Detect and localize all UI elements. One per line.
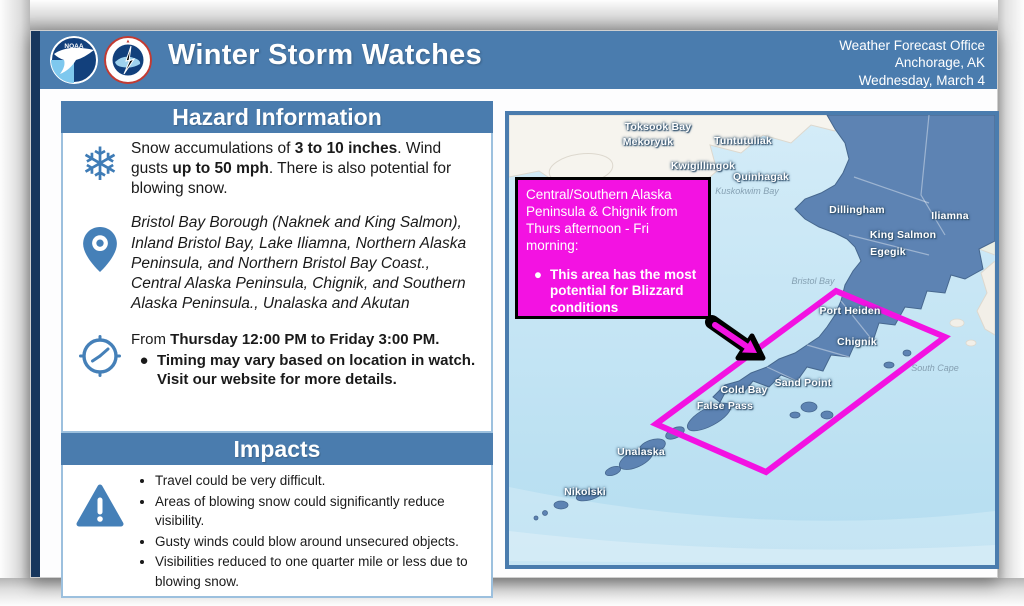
map-label-kuskokwim-bay: Kuskokwim Bay <box>715 186 779 196</box>
map-label-false-pass: False Pass <box>696 400 754 412</box>
map-label-nikolski: Nikolski <box>564 486 606 498</box>
map-label-mekoryuk: Mekoryuk <box>622 136 674 148</box>
nws-logo-icon <box>104 36 152 84</box>
map-label-sand-point: Sand Point <box>774 377 832 389</box>
map-label-kwigillingok: Kwigillingok <box>670 160 736 172</box>
map-label-cold-bay: Cold Bay <box>720 384 768 396</box>
snow-text <box>131 139 481 199</box>
bullet-icon: ● <box>533 266 543 282</box>
map-label-tuntutuliak: Tuntutuliak <box>714 135 772 147</box>
timing-row <box>69 330 481 390</box>
page-shadow-right <box>998 0 1024 606</box>
hazard-information-box <box>61 133 493 433</box>
location-pin-icon <box>83 227 117 272</box>
callout-bullet-line <box>526 267 702 318</box>
page-shadow-top <box>0 0 1024 30</box>
timing-window: Thursday 12:00 PM to Friday 3:00 PM. <box>170 331 440 349</box>
map-label-chignik: Chignik <box>837 336 877 348</box>
timing-seg: From <box>131 331 171 349</box>
map-label-quinhagak: Quinhagak <box>732 171 790 183</box>
snow-amount: 3 to 10 inches <box>294 140 398 157</box>
impact-item: • Gusty winds could blow around unsecured objects. <box>155 532 483 552</box>
map-label-dillingham: Dillingham <box>829 204 885 216</box>
office-info <box>839 37 985 89</box>
impact-item: • Travel could be very difficult. <box>155 471 483 491</box>
impacts-list <box>131 471 483 592</box>
bullet-icon: ● <box>139 351 149 369</box>
snow-text-seg: . Wind gusts <box>131 140 442 178</box>
snowflake-icon: ❄ <box>80 137 120 191</box>
impact-item: • Visibilities reduced to one quarter mile or less due to blowing snow. <box>155 552 483 591</box>
snow-row <box>69 139 481 199</box>
impact-item: • Areas of blowing snow could significantly reduce visibility. <box>155 492 483 531</box>
callout-bullet-text: This area has the most potential for Blizzard conditions <box>550 266 697 316</box>
map-label-iliamna: Iliamna <box>931 210 969 222</box>
map-label-bristol-bay: Bristol Bay <box>791 276 835 286</box>
impacts-header: Impacts <box>61 433 493 465</box>
hazard-information-header: Hazard Information <box>61 101 493 133</box>
issue-date: Wednesday, March 4 <box>858 72 985 88</box>
map-label-king-salmon: King Salmon <box>869 229 937 241</box>
location-row <box>69 213 481 314</box>
office-name: Weather Forecast Office <box>839 38 985 53</box>
slide <box>30 30 998 589</box>
blizzard-callout-box <box>515 177 711 319</box>
map-label-toksook-bay: Toksook Bay <box>624 121 692 133</box>
map-label-port-heiden: Port Heiden <box>819 305 881 317</box>
noaa-logo-icon <box>50 36 98 84</box>
callout-intro-text: Central/Southern Alaska Peninsula & Chignik from Thurs afternoon - Fri morning: <box>526 187 678 253</box>
timing-text <box>131 330 481 390</box>
map-label-egegik: Egegik <box>870 246 906 258</box>
impacts-box <box>61 465 493 598</box>
office-location: Anchorage, AK <box>894 55 985 71</box>
wind-gusts: up to 50 mph <box>172 160 269 178</box>
watch-map <box>505 111 999 569</box>
timing-bullet-text: Timing may vary based on location in watch. Visit our website for more details. <box>157 351 476 389</box>
page-shadow-left <box>0 0 30 606</box>
page-title: Winter Storm Watches <box>168 39 483 71</box>
impacts-row <box>69 471 483 592</box>
map-label-unalaska: Unalaska <box>617 446 665 458</box>
svg-text:▲: ▲ <box>125 38 131 45</box>
snow-text-seg: . There is also potential for blowing snow. <box>131 160 452 198</box>
warning-triangle-icon <box>75 483 125 529</box>
watch-areas-text: Bristol Bay Borough (Naknek and King Salmon), Inland Bristol Bay, Lake Iliamna, Northern Alaska Peninsula, and Northern Bristol Bay Coast., Central Alaska Peninsula, Chignik, and Southern Alaska Peninsula., Unalaska and Akutan <box>131 214 467 312</box>
map-label-south-cape: South Cape <box>911 363 959 373</box>
clock-icon <box>78 334 122 378</box>
header-band <box>40 31 997 89</box>
snow-text-seg: Snow accumulations of <box>131 140 295 157</box>
timing-bullet-line <box>131 351 481 390</box>
svg-text:NOAA: NOAA <box>64 43 84 50</box>
hazard-column <box>61 101 493 598</box>
left-accent-strip <box>31 31 40 577</box>
